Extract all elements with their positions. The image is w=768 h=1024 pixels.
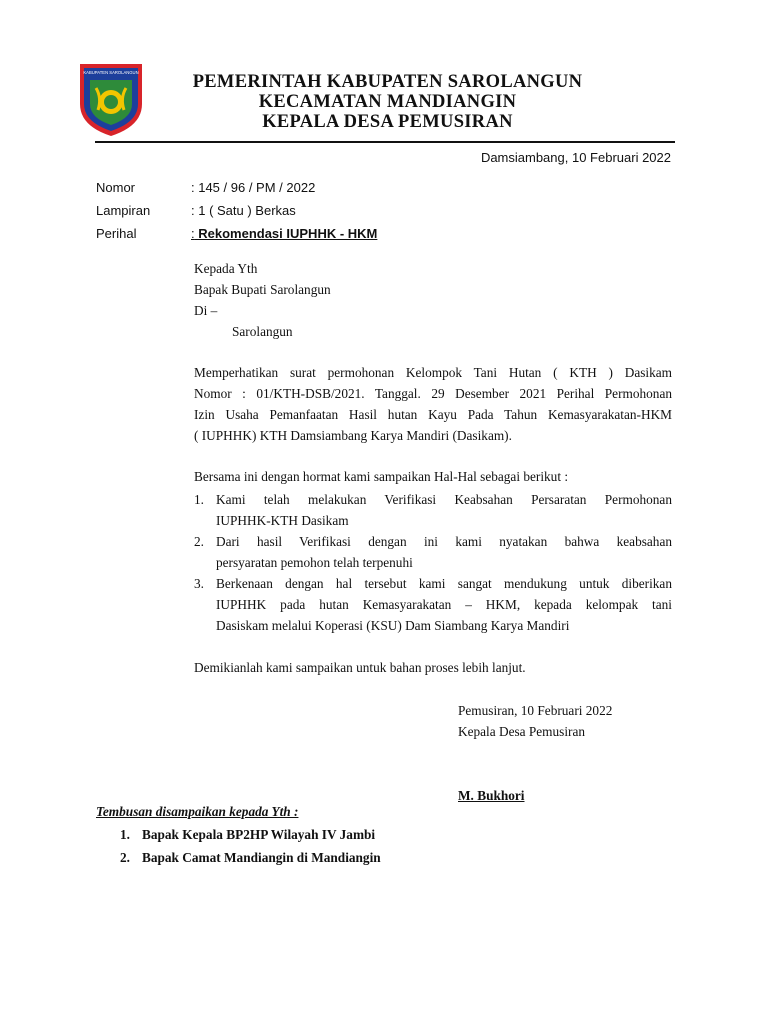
list-item-2-number: 2. [194, 534, 204, 549]
list-item-2-line-2: persyaratan pemohon telah terpenuhi [216, 555, 413, 570]
meta-value-perihal [191, 226, 377, 241]
cc-item-1-number: 1. [120, 827, 130, 842]
cc-item-1: Bapak Kepala BP2HP Wilayah IV Jambi [142, 827, 376, 842]
signature-name: M. Bukhori [458, 788, 525, 803]
list-item-3-line-2: IUPHHK pada hutan Kemasyarakatan – HKM, kepada kelompak tani [216, 597, 672, 612]
list-item-1-line-2: IUPHHK-KTH Dasikam [216, 513, 349, 528]
regency-logo [76, 58, 146, 138]
paragraph-1-line-1: Memperhatikan surat permohonan Kelompok Tani Hutan ( KTH ) Dasikam [194, 365, 672, 380]
recipient-line-3: Di – [194, 303, 218, 318]
list-item-1 [216, 489, 672, 531]
list-item-1-number: 1. [194, 492, 204, 507]
list-item-3-line-3: Dasiskam melalui Koperasi (KSU) Dam Siambang Karya Mandiri [216, 618, 570, 633]
header-line-3: KEPALA DESA PEMUSIRAN [262, 112, 513, 132]
cc-item-2: Bapak Camat Mandiangin di Mandiangin [142, 850, 381, 865]
list-item-3 [216, 573, 672, 636]
logo-banner-text: KABUPATEN SAROLANGUN [83, 70, 139, 75]
meta-colon-perihal: : [191, 226, 195, 241]
meta-label-nomor: Nomor [96, 180, 136, 195]
list-intro: Bersama ini dengan hormat kami sampaikan Hal-Hal sebagai berikut : [194, 469, 569, 484]
header-line-2: KECAMATAN MANDIANGIN [258, 92, 517, 112]
cc-title: Tembusan disampaikan kepada Yth : [96, 804, 299, 819]
meta-label-perihal: Perihal [96, 226, 137, 241]
meta-label-lampiran: Lampiran [96, 203, 151, 218]
cc-item-2-number: 2. [120, 850, 130, 865]
list-item-2 [216, 531, 672, 573]
header-line-1: PEMERINTAH KABUPATEN SAROLANGUN [192, 72, 583, 92]
list-item-2-line-1: Dari hasil Verifikasi dengan ini kami nyatakan bahwa keabsahan [216, 534, 672, 549]
header-divider [95, 141, 675, 143]
signature-position: Kepala Desa Pemusiran [458, 724, 586, 739]
recipient-line-2: Bapak Bupati Sarolangun [194, 282, 331, 297]
list-item-3-number: 3. [194, 576, 204, 591]
signature-place-date: Pemusiran, 10 Februari 2022 [458, 703, 613, 718]
list-item-1-line-1: Kami telah melakukan Verifikasi Keabsahan Persaratan Permohonan [216, 492, 672, 507]
meta-value-lampiran: : 1 ( Satu ) Berkas [191, 203, 296, 218]
paragraph-1-line-3: Izin Usaha Pemanfaatan Hasil hutan Kayu Pada Tahun Kemasyarakatan-HKM [194, 407, 672, 422]
recipient-line-4: Sarolangun [232, 324, 293, 339]
paragraph-1-line-4: ( IUPHHK) KTH Damsiambang Karya Mandiri (Dasikam). [194, 428, 512, 443]
meta-subject: Rekomendasi IUPHHK - HKM [194, 226, 378, 241]
recipient-line-1: Kepada Yth [194, 261, 258, 276]
letter-date: Damsiambang, 10 Februari 2022 [480, 150, 671, 165]
closing-text: Demikianlah kami sampaikan untuk bahan proses lebih lanjut. [194, 660, 526, 675]
list-item-3-line-1: Berkenaan dengan hal tersebut kami sangat mendukung untuk diberikan [216, 576, 672, 591]
meta-value-nomor: : 145 / 96 / PM / 2022 [191, 180, 316, 195]
paragraph-1-line-2: Nomor : 01/KTH-DSB/2021. Tanggal. 29 Desember 2021 Perihal Permohonan [194, 386, 672, 401]
